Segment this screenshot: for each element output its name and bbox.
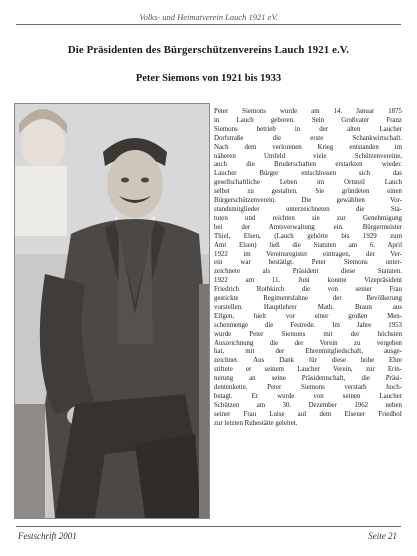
body-line: vorstellen. Hauptlehrer Math. Braun aus [214, 303, 402, 311]
header-rule [16, 24, 401, 25]
portrait-photo [14, 103, 210, 519]
body-line: zur letzten Ruhestätte geleitet. [214, 419, 298, 427]
body-line: ein war bestätigt. Peter Siemons unter- [214, 259, 402, 267]
body-line: 1922 am 11. Juni konnte Vizepräsident [214, 277, 402, 285]
body-line: Nach dem verlorenen Krieg entstanden im [214, 143, 402, 151]
body-line: betagt. Er wurde von seinen Laucher [214, 393, 402, 400]
body-line: Thiel, Elsen, (Lauch gehörte bis 1929 zum [214, 232, 402, 240]
body-line: Auszeichnung die der Verein zu vergeben [214, 339, 402, 347]
running-header: Volks- und Heimatverein Lauch 1921 eV. [139, 12, 278, 22]
body-line: gestickte Regimentsfahne der Bevölkerung [214, 295, 402, 303]
body-line: seiner Frau Luise auf dem Elsener Friedhof [214, 410, 402, 418]
body-line: gesellschaftliche Leben im Ortsteil Lauch [214, 179, 402, 187]
body-line: schenmenge die Festrede. Im Jahre 1953 [214, 321, 402, 329]
body-line: stiftete er seinem Laucher Verein, zur Erin- [214, 366, 402, 374]
body-line: Schützen am 30. Dezember 1962 neben [214, 401, 402, 409]
body-line: Amt Elsen) ließ die Statuten am 6. April [214, 241, 402, 249]
body-line: standsmitglieder unterzeichneten die Sta- [214, 205, 402, 213]
body-line: Elfgen, hielt vor einer großen Men- [214, 312, 402, 320]
portrait-illustration [15, 104, 209, 518]
page-number: Seite 21 [368, 531, 397, 541]
body-line: in Lauch geboren. Sein Großvater Franz [214, 116, 402, 124]
body-line: näheren Umfeld viele Schützenvereine, [214, 152, 402, 160]
body-line: hat, mit der Ehrenmitgliedschaft, ausge- [214, 348, 402, 356]
article-body [214, 108, 402, 523]
body-line: Dorfstraße die erste Schankwirtschaft. [214, 134, 402, 142]
body-line: Friedrich Rothkirch die von seiner Frau [214, 286, 402, 294]
body-line: Siemons betrieb in der alten Laucher [214, 125, 402, 133]
body-line: 1922 im Vereinsregister eintragen, der Ver- [214, 250, 402, 258]
body-line: bei der Amtsverwaltung ein. Bürgermeister [214, 223, 402, 231]
body-line: selbst zu gestalten. Sie gründeten einen [214, 188, 402, 196]
body-line: Peter Siemons wurde am 14. Januar 1875 [214, 108, 402, 115]
body-line: dentenkette. Peter Siemons verstarb hoch- [214, 384, 402, 392]
body-line: Bürgerschützenverein. Die gewählten Vor- [214, 197, 402, 205]
article-subtitle: Peter Siemons von 1921 bis 1933 [135, 73, 282, 84]
body-line: Laucher Bürger entschlossen sich das [214, 170, 402, 178]
body-line: wurde Peter Siemons mit der höchsten [214, 330, 402, 338]
body-line: nerung an seine Präsidentschaft, die Präsi- [214, 375, 402, 383]
body-line: zeichnet. Aus Dank für diese hohe Ehre [214, 357, 402, 365]
body-line: zeichnete als Präsident diese Statuten. [214, 268, 402, 276]
footer-publication: Festschrift 2001 [18, 531, 77, 541]
body-line: auch die Bruderschaften erstarkten wieder. [214, 161, 402, 169]
footer-rule [16, 526, 401, 527]
body-line: tuten und reichten sie zur Genehmigung [214, 214, 402, 222]
article-title: Die Präsidenten des Bürgerschützenvereins Lauch 1921 e.V. [67, 44, 350, 56]
